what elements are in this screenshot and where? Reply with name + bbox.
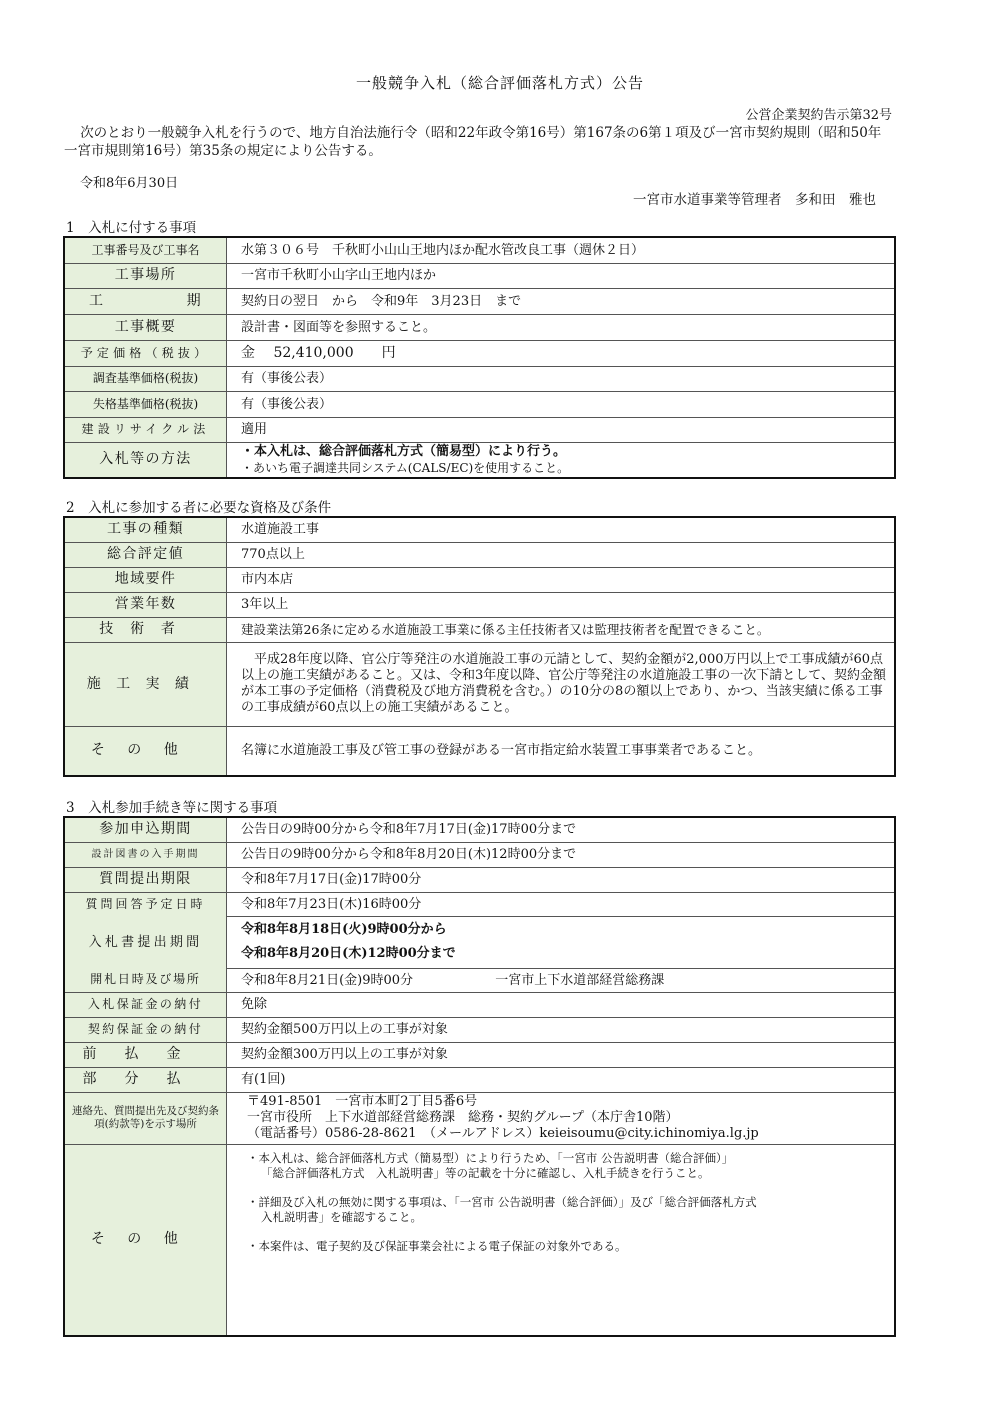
intro-text: 次のとおり一般競争入札を行うので、地方自治法施行令（昭和22年政令第16号）第167条の6第１項及び一宮市契約規則（昭和50年一宮市規則第16号）第35条の規定により公告する。 — [64, 125, 882, 159]
notice-number: 公営企業契約告示第32号 — [745, 108, 892, 123]
row-label — [64, 288, 227, 314]
table-row — [64, 617, 895, 642]
row-label: 参加申込期間 — [64, 817, 227, 842]
row-label: 技術者 — [64, 617, 227, 642]
row-value: 免除 — [227, 992, 896, 1017]
row-value — [227, 916, 896, 968]
row-label: 失格基準価格(税抜) — [64, 391, 227, 417]
row-label: 入札書提出期間 — [64, 916, 227, 968]
row-label: 営業年数 — [64, 592, 227, 617]
opening-datetime: 令和8年8月21日(金)9時00分 — [241, 972, 414, 988]
table-row — [64, 1042, 895, 1067]
table-row — [64, 892, 895, 916]
label-part: 期 — [186, 292, 202, 309]
row-label: 工事番号及び工事名 — [64, 237, 227, 263]
row-value: 令和8年7月23日(木)16時00分 — [227, 892, 896, 916]
row-value — [227, 1144, 896, 1336]
row-label: 入札保証金の納付 — [64, 992, 227, 1017]
row-value: 一宮市千秋町小山字山王地内ほか — [227, 263, 896, 288]
note-line: ・詳細及び入札の無効に関する事項は、「一宮市 公告説明書（総合評価）」及び「総合評価落札方式 — [247, 1194, 757, 1209]
method-line: ・本入札は、総合評価落札方式（簡易型）により行う。 — [241, 443, 567, 459]
row-value: 水道施設工事 — [227, 517, 896, 542]
table-row — [64, 442, 895, 478]
row-label: 前払金 — [64, 1042, 227, 1067]
row-label: その他 — [64, 726, 227, 776]
row-label: 開札日時及び場所 — [64, 968, 227, 992]
row-value: 公告日の9時00分から令和8年7月17日(金)17時00分まで — [227, 817, 896, 842]
row-label: 入札等の方法 — [64, 442, 227, 478]
note-item — [247, 1239, 888, 1254]
contact-office: 一宮市役所 上下水道部経営総務課 総務・契約グループ（本庁舎10階） — [247, 1110, 679, 1125]
note-line: 「総合評価落札方式 入札説明書」等の記載を十分に確認し、入札手続きを行うこと。 — [261, 1165, 710, 1180]
table-row — [64, 1092, 895, 1144]
row-label: 総合評定値 — [64, 542, 227, 567]
section3-table — [63, 816, 896, 1337]
notice-date: 令和8年6月30日 — [80, 176, 179, 191]
note-line: 入札説明書」を確認すること。 — [261, 1209, 422, 1224]
table-row — [64, 517, 895, 542]
table-row — [64, 726, 895, 776]
opening-place: 一宮市上下水道部経営総務課 — [495, 972, 665, 988]
table-row — [64, 867, 895, 892]
note-line: ・本入札は、総合評価落札方式（簡易型）により行うため、「一宮市 公告説明書（総合評価）」 — [247, 1150, 734, 1165]
row-label: 工事の種類 — [64, 517, 227, 542]
row-label: 契約保証金の納付 — [64, 1017, 227, 1042]
table-row — [64, 1067, 895, 1092]
row-value: 契約日の翌日 から 令和9年 3月23日 まで — [227, 288, 896, 314]
table-row — [64, 817, 895, 842]
row-label: 調査基準価格(税抜) — [64, 366, 227, 391]
table-row — [64, 1017, 895, 1042]
table-row — [64, 366, 895, 391]
label-part: 工 — [89, 292, 105, 309]
row-value: 建設業法第26条に定める水道施設工事業に係る主任技術者又は監理技術者を配置できること。 — [227, 617, 896, 642]
table-row — [64, 567, 895, 592]
section1-table — [63, 236, 896, 479]
contact-phone-email: （電話番号）0586-28-8621 （メールアドレス）keieisoumu@city.ichinomiya.lg.jp — [247, 1126, 759, 1141]
row-value: 市内本店 — [227, 567, 896, 592]
table-row — [64, 642, 895, 726]
table-row — [64, 1144, 895, 1336]
row-label: その他 — [64, 1144, 227, 1336]
row-value: 有（事後公表） — [227, 366, 896, 391]
row-value: 3年以上 — [227, 592, 896, 617]
section1-heading: 1 入札に付する事項 — [66, 220, 197, 236]
table-row — [64, 842, 895, 867]
method-line: ・あいち電子調達共同システム(CALS/EC)を使用すること。 — [241, 460, 570, 475]
row-value: 設計書・図面等を参照すること。 — [227, 314, 896, 340]
contact-address: 〒491-8501 一宮市本町2丁目5番6号 — [247, 1094, 478, 1109]
row-label: 工事場所 — [64, 263, 227, 288]
row-label: 連絡先、質問提出先及び契約条項(約款等)を示す場所 — [64, 1092, 227, 1144]
row-value: 有（事後公表） — [227, 391, 896, 417]
bid-period-end: 令和8年8月20日(木)12時00分まで — [241, 946, 456, 961]
issuer: 一宮市水道事業等管理者 多和田 雅也 — [633, 192, 876, 208]
note-item — [247, 1151, 888, 1181]
table-row — [64, 263, 895, 288]
row-label: 質問回答予定日時 — [64, 892, 227, 916]
section3-heading: 3 入札参加手続き等に関する事項 — [66, 800, 278, 816]
row-value: 770点以上 — [227, 542, 896, 567]
bid-period-start: 令和8年8月18日(火)9時00分から — [241, 922, 447, 937]
table-row — [64, 417, 895, 442]
section2-table — [63, 516, 896, 777]
row-label: 地域要件 — [64, 567, 227, 592]
row-label: 建設リサイクル法 — [64, 417, 227, 442]
row-value — [227, 442, 896, 478]
table-row — [64, 992, 895, 1017]
row-value — [227, 1092, 896, 1144]
note-line: ・本案件は、電子契約及び保証事業会社による電子保証の対象外である。 — [247, 1238, 627, 1253]
table-row — [64, 542, 895, 567]
table-row — [64, 288, 895, 314]
row-value: 公告日の9時00分から令和8年8月20日(木)12時00分まで — [227, 842, 896, 867]
table-row — [64, 968, 895, 992]
row-label: 設計図書の入手期間 — [64, 842, 227, 867]
row-value: 有(1回) — [227, 1067, 896, 1092]
row-label: 部分払 — [64, 1067, 227, 1092]
row-label: 質問提出期限 — [64, 867, 227, 892]
row-value: 金 52,410,000 円 — [227, 340, 896, 366]
page-title: 一般競争入札（総合評価落札方式）公告 — [355, 74, 644, 92]
row-value: 適用 — [227, 417, 896, 442]
table-row — [64, 391, 895, 417]
row-value: 令和8年7月17日(金)17時00分 — [227, 867, 896, 892]
row-label: 工事概要 — [64, 314, 227, 340]
row-value: 契約金額300万円以上の工事が対象 — [227, 1042, 896, 1067]
row-value: 平成28年度以降、官公庁等発注の水道施設工事の元請として、契約金額が2,000万円以上で工事成績が60点以上の施工実績があること。又は、令和3年度以降、官公庁等発注の水道施設工事の一次下請として、契約金額が本工事の予定価格（消費税及び地方消費税を含む。）の10分の8の額以上であり、かつ、当該実績に係る工事の工事成績が60点以上の施工実績があること。 — [227, 642, 896, 726]
row-label: 施工実績 — [64, 642, 227, 726]
note-item — [247, 1195, 888, 1225]
table-row — [64, 916, 895, 968]
table-row — [64, 237, 895, 263]
row-label: 予定価格（税抜） — [64, 340, 227, 366]
row-value: 契約金額500万円以上の工事が対象 — [227, 1017, 896, 1042]
row-value: 名簿に水道施設工事及び管工事の登録がある一宮市指定給水装置工事事業者であること。 — [227, 726, 896, 776]
row-value: 水第３０６号 千秋町小山山王地内ほか配水管改良工事（週休２日） — [227, 237, 896, 263]
row-value — [227, 968, 896, 992]
table-row — [64, 340, 895, 366]
table-row — [64, 592, 895, 617]
table-row — [64, 314, 895, 340]
section2-heading: 2 入札に参加する者に必要な資格及び条件 — [66, 500, 332, 516]
